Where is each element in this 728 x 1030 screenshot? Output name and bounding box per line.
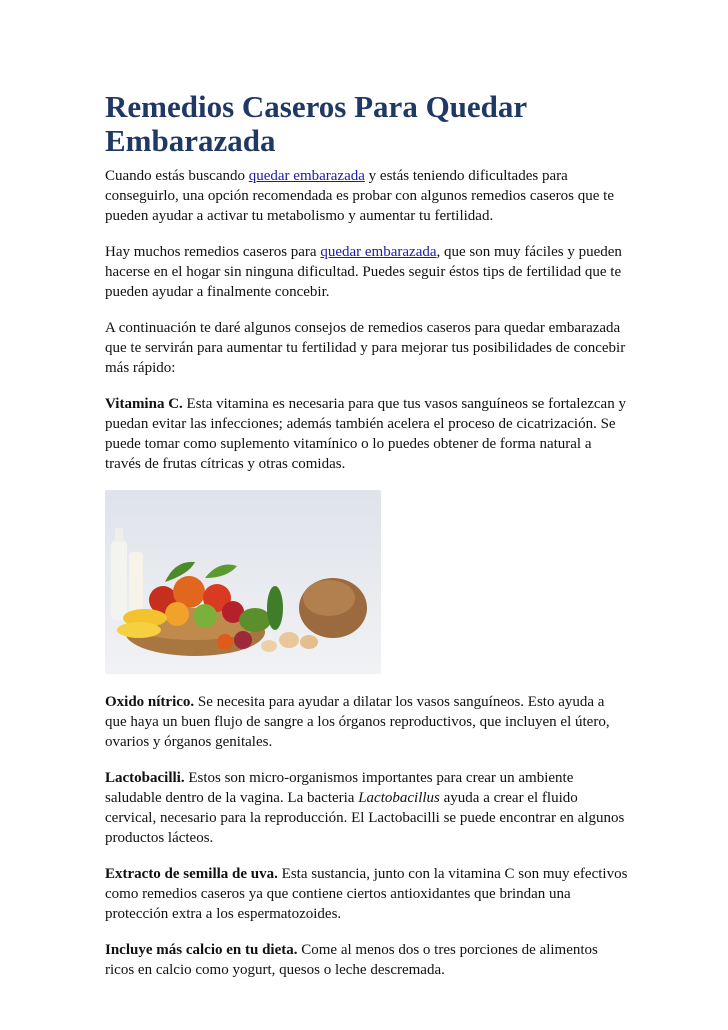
lactobacilli-text-2: ayuda a crear el fluido cervical, necesario para la reproducción. El Lactobacilli se puede encontrar en algunos productos lácteos. xyxy=(105,790,625,846)
quedar-embarazada-link-1[interactable]: quedar embarazada xyxy=(248,168,365,184)
intro-paragraph xyxy=(105,166,628,226)
calcio-text: Come al menos dos o tres porciones de alimentos ricos en calcio como yogurt, quesos o leche descremada. xyxy=(105,942,598,978)
remedios-paragraph xyxy=(105,242,628,302)
lactobacilli-text-1: Estos son micro-organismos importantes para crear un ambiente saludable dentro de la vagina. La bacteria xyxy=(105,770,574,806)
oxido-nitrico-text: Se necesita para ayudar a dilatar los vasos sanguíneos. Esto ayuda a que haya un buen flujo de sangre a los órganos reproductivos, que incluyen el útero, ovarios y órganos genitales. xyxy=(105,694,610,750)
extracto-uva-paragraph xyxy=(105,864,628,924)
lactobacilli-paragraph xyxy=(105,768,628,848)
lactobacillus-italic: Lactobacillus xyxy=(358,790,440,806)
calcio-heading: Incluye más calcio en tu dieta. xyxy=(105,942,298,958)
oxido-nitrico-heading: Oxido nítrico. xyxy=(105,694,195,710)
vitamina-c-paragraph xyxy=(105,394,628,474)
lactobacilli-heading: Lactobacilli. xyxy=(105,770,185,786)
calcio-paragraph xyxy=(105,940,628,980)
oxido-nitrico-paragraph xyxy=(105,692,628,752)
extracto-uva-heading: Extracto de semilla de uva. xyxy=(105,866,278,882)
quedar-embarazada-link-2[interactable]: quedar embarazada xyxy=(320,244,437,260)
para2-text-2: , que son muy fáciles y pueden hacerse en el hogar sin ninguna dificultad. Puedes seguir éstos tips de fertilidad que te pueden ayudar a finalmente concebir. xyxy=(105,244,622,300)
fruits-vegetables-basket-photo xyxy=(105,490,381,674)
consejos-paragraph: A continuación te daré algunos consejos de remedios caseros para quedar embarazada que te servirán para aumentar tu fertilidad y para mejorar tus posibilidades de concebir más rápido: xyxy=(105,320,626,376)
vitamina-c-text: Esta vitamina es necesaria para que tus vasos sanguíneos se fortalezcan y puedan evitar las infecciones; además también acelera el proceso de cicatrización. Se puede tomar como suplemento vitamínico o lo puedes obtener de forma natural a través de frutas cítricas y otras comidas. xyxy=(105,396,626,472)
intro-text-2: y estás teniendo dificultades para conseguirlo, una opción recomendada es probar con algunos remedios caseros que te pueden ayudar a activar tu metabolismo y aumentar tu fertilidad. xyxy=(105,168,614,224)
intro-text-1: Cuando estás buscando xyxy=(105,168,249,184)
vitamina-c-heading: Vitamina C. xyxy=(105,396,183,412)
fruits-basket-illustration xyxy=(105,490,381,674)
para2-text-1: Hay muchos remedios caseros para xyxy=(105,244,321,260)
document-title: Remedios Caseros Para Quedar Embarazada xyxy=(105,89,527,158)
extracto-uva-text: Esta sustancia, junto con la vitamina C son muy efectivos como remedios caseros ya que contiene ciertos antioxidantes que brindan una protección extra a los espermatozoides. xyxy=(105,866,628,922)
